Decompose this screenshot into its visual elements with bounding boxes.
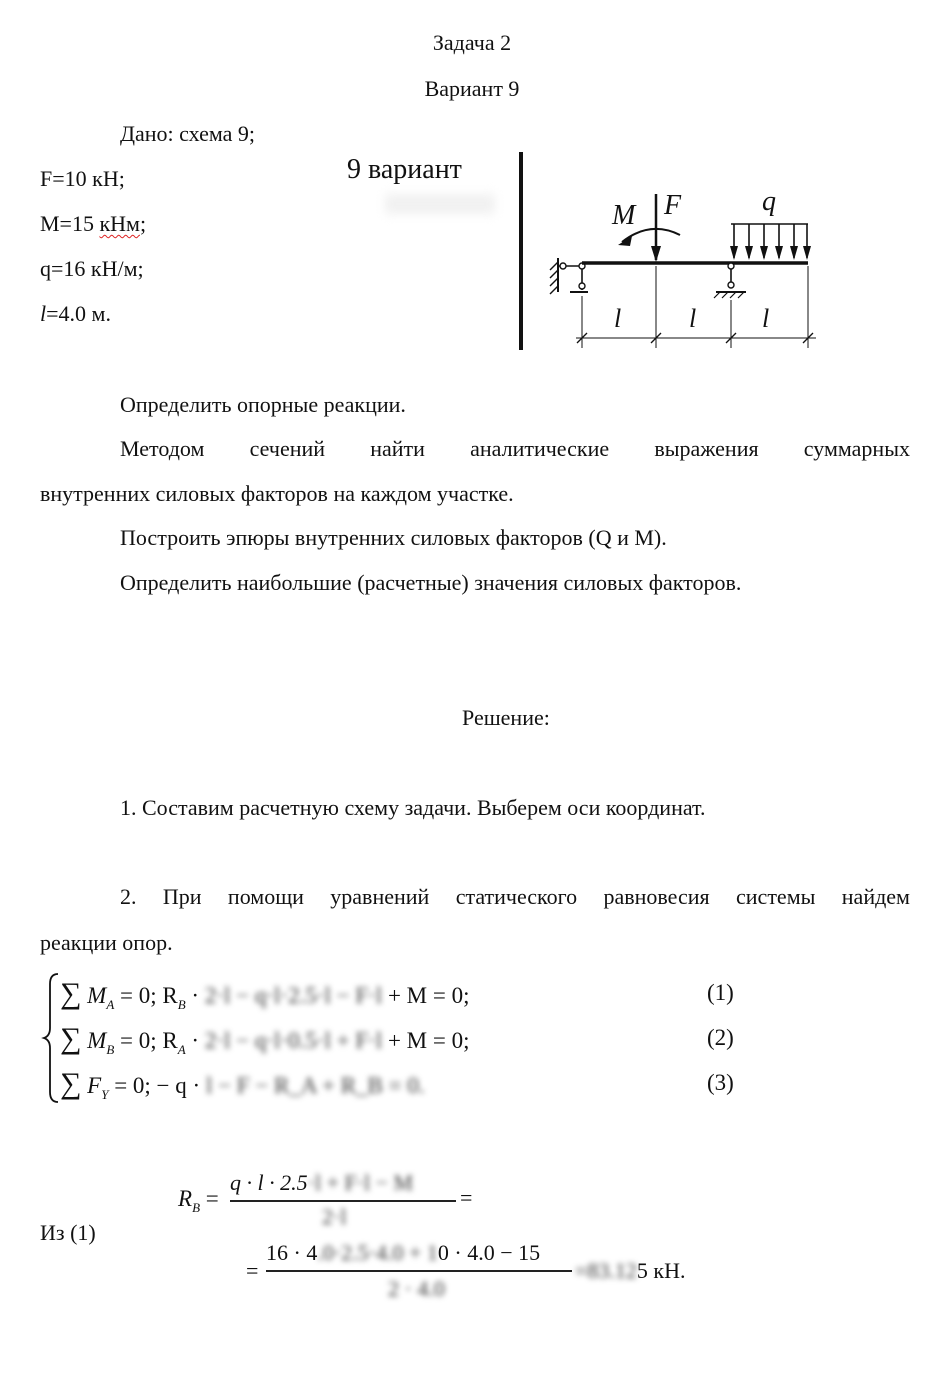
solution-step-1: 1. Составим расчетную схему задачи. Выберем оси координат. (120, 795, 706, 820)
task-4: Определить наибольшие (расчетные) значения силовых факторов. (120, 570, 742, 595)
caption-smudge (385, 194, 495, 214)
label-f: F (664, 190, 682, 221)
system-brace (40, 972, 62, 1104)
solution-heading: Решение: (462, 705, 550, 730)
equation-3-number: (3) (707, 1070, 734, 1095)
span-label-3: l (762, 304, 770, 333)
eq-hidden: 2·l − q·l·0.5·l + F·l (204, 1028, 383, 1053)
moment-prefix: M=15 (40, 211, 100, 236)
eq-hidden: 2·l − q·l·2.5·l − F·l (204, 983, 383, 1008)
eq-dot: · (191, 983, 200, 1008)
rb-value-hidden: =83.12 (575, 1258, 637, 1283)
step-2-word: равновесия (603, 884, 710, 909)
equation-1-number: (1) (707, 980, 734, 1005)
task-2-line-2: внутренних силовых факторов на каждом участке. (40, 481, 514, 506)
rb-symbol: R (178, 1186, 193, 1211)
fraction-1-bar (230, 1200, 456, 1202)
equation-3 (60, 1067, 425, 1103)
load-arrowheads (730, 246, 811, 260)
fraction-1-numerator (230, 1170, 413, 1196)
task-2-word: аналитические (470, 436, 610, 461)
roller-pin (728, 263, 734, 269)
step-2-word: найдем (841, 884, 910, 909)
eq-f: F (87, 1073, 102, 1098)
variant-title: Вариант 9 (424, 76, 520, 101)
rb-value (575, 1258, 686, 1284)
task-2-word: Методом (120, 436, 205, 461)
fraction-2-bar (266, 1270, 572, 1272)
moment-suffix: ; (139, 211, 147, 236)
solution-step-2-line-1 (120, 884, 910, 910)
rb-sub: B (192, 1200, 201, 1215)
label-q: q (762, 186, 776, 217)
sum-symbol: ∑ (60, 1022, 82, 1055)
eq-hidden: l − F − R_A + R_B = 0. (205, 1073, 425, 1098)
task-2-word: выражения (654, 436, 759, 461)
eq-sub: A (177, 1042, 186, 1057)
task-1: Определить опорные реакции. (120, 392, 406, 417)
given-scheme: Дано: схема 9; (120, 121, 255, 146)
step-2-word: системы (736, 884, 816, 909)
equation-1 (60, 977, 469, 1013)
task-2-word: найти (370, 436, 425, 461)
step-2-word: статического (455, 884, 578, 909)
eq-m: M (87, 983, 107, 1008)
fraction-1-denominator: 2·l (322, 1204, 347, 1229)
eq-visible: = 0; R (120, 983, 178, 1008)
length-symbol: l (40, 301, 47, 326)
eq-m: M (87, 1028, 107, 1053)
num2-left: 16 · 4 (266, 1240, 318, 1265)
eq-tail: + M = 0; (387, 1028, 470, 1053)
eq-visible: = 0; R (120, 1028, 178, 1053)
figure-caption: 9 вариант (347, 154, 462, 185)
equation-2 (60, 1022, 469, 1058)
eq-dot: · (191, 1028, 200, 1053)
span-label-2: l (689, 304, 697, 333)
force-f-arrowhead (651, 246, 661, 262)
from-equation-1: Из (1) (40, 1220, 96, 1245)
rb-label (178, 1186, 219, 1216)
num1-hidden: ·l + F·l − M (307, 1170, 414, 1195)
step-2-word: 2. (120, 884, 137, 909)
equals-sign: = (246, 1258, 259, 1283)
rb-equals: = (205, 1186, 219, 1211)
solution-step-2-line-2: реакции опор. (40, 930, 173, 955)
eq-sub: B (177, 997, 186, 1012)
step-2-word: помощи (227, 884, 304, 909)
given-moment (40, 211, 146, 237)
task-title: Задача 2 (432, 30, 512, 55)
wall-hatch (550, 262, 558, 294)
moment-arrowhead (618, 236, 632, 246)
step-2-word: При (162, 884, 202, 909)
eq-sub: Y (101, 1087, 109, 1102)
length-value: =4.0 м. (46, 301, 111, 326)
eq-sub: A (106, 997, 115, 1012)
equals-sign: = (460, 1185, 473, 1210)
moment-unit: кНм (99, 211, 140, 236)
fraction-2-denominator: 2 · 4.0 (388, 1276, 445, 1301)
roller-pin (728, 282, 734, 288)
rb-value-visible: 5 кН. (636, 1258, 686, 1283)
load-arrows (734, 224, 807, 258)
task-2-line-1 (120, 436, 910, 462)
equation-2-number: (2) (707, 1025, 734, 1050)
given-length (40, 301, 111, 327)
support-pin (560, 263, 566, 269)
given-load: q=16 кН/м; (40, 256, 144, 281)
task-3: Построить эпюры внутренних силовых факторов (Q и M). (120, 525, 667, 550)
num1-visible: q · l · 2.5 (230, 1170, 308, 1195)
eq-sub: B (106, 1042, 115, 1057)
label-m: M (612, 200, 636, 231)
given-force: F=10 кН; (40, 166, 125, 191)
span-label-1: l (614, 304, 622, 333)
sum-symbol: ∑ (60, 977, 82, 1010)
step-2-word: уравнений (330, 884, 430, 909)
support-pin (579, 283, 585, 289)
figure-divider (519, 152, 523, 350)
num2-right: 0 · 4.0 − 15 (437, 1240, 541, 1265)
sum-symbol: ∑ (60, 1067, 82, 1100)
task-2-word: суммарных (803, 436, 910, 461)
beam-diagram (540, 180, 840, 355)
task-2-word: сечений (249, 436, 326, 461)
num2-hidden: .0·2.5·4.0 + 1 (317, 1240, 438, 1265)
eq-visible: = 0; − q · (114, 1073, 201, 1098)
eq-tail: + M = 0; (387, 983, 470, 1008)
fraction-2-numerator (266, 1240, 540, 1266)
